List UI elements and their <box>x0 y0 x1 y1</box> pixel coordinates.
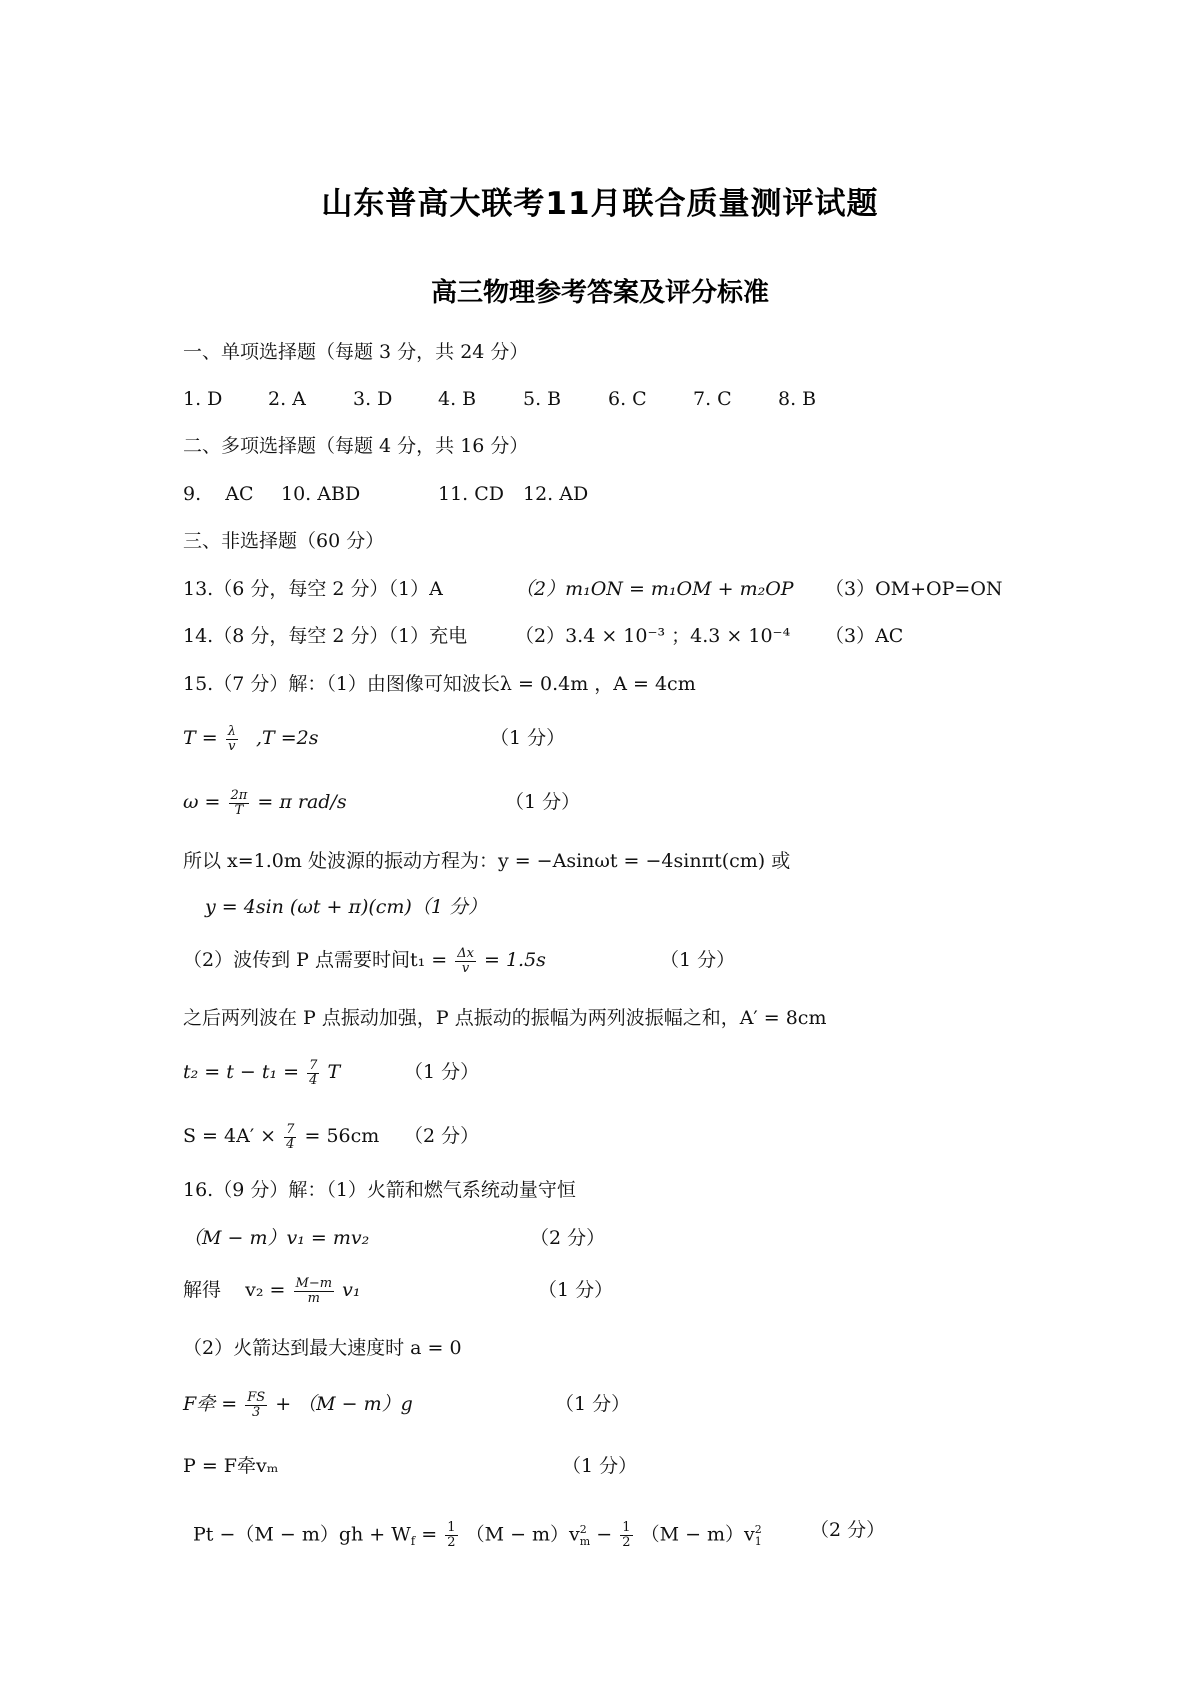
score: （1 分） <box>538 1279 614 1301</box>
traction-value: + （M − m）g <box>275 1393 413 1415</box>
answer-12: 12. AD <box>523 483 589 505</box>
fraction-denominator: 3 <box>252 1404 261 1420</box>
q15-period-formula <box>183 724 319 754</box>
subscript: f <box>410 1534 416 1549</box>
fraction-numerator: 2π <box>230 787 248 803</box>
fraction <box>445 1521 457 1550</box>
period-lhs: T = <box>183 727 218 749</box>
subscript: m <box>579 1535 591 1549</box>
fraction <box>226 725 238 754</box>
kinetic-term-1: （M − m）v <box>465 1523 580 1546</box>
q15-line4: 所以 x=1.0m 处波源的振动方程为：y = −Asinωt = −4sinπt(cm) 或 <box>183 850 791 872</box>
fraction-numerator: 7 <box>286 1121 295 1137</box>
fraction-denominator: m <box>307 1290 320 1306</box>
answer-5: 5. B <box>523 388 562 410</box>
answer-9: 9. AC <box>183 483 254 505</box>
answer-4: 4. B <box>438 388 477 410</box>
t2-value: T <box>327 1061 341 1083</box>
answer-7: 7. C <box>693 388 732 410</box>
fraction-numerator: 1 <box>622 1519 631 1535</box>
kinetic-term-2: （M − m）v <box>640 1523 755 1546</box>
answer-8: 8. B <box>778 388 817 410</box>
q16-line1: 16.（9 分）解：（1）火箭和燃气系统动量守恒 <box>183 1179 576 1201</box>
fraction-denominator: T <box>234 802 244 818</box>
equals: = <box>421 1523 438 1546</box>
period-value: ,T =2s <box>255 727 319 749</box>
q15-line5: y = 4sin (ωt + π)(cm)（1 分） <box>205 896 487 918</box>
score: （1 分） <box>490 727 566 749</box>
omega-value: = π rad/s <box>257 791 347 813</box>
energy-lhs: Pt −（M − m）gh + W <box>193 1523 411 1546</box>
fraction <box>229 789 250 818</box>
minus: − <box>596 1523 613 1546</box>
answer-1: 1. D <box>183 388 223 410</box>
q13-part3: （3）OM+OP=ON <box>825 578 1003 600</box>
q14-part1: 14.（8 分，每空 2 分）（1）充电 <box>183 625 468 647</box>
score: （1 分） <box>555 1393 631 1415</box>
q16-power-formula: P = F牵vₘ <box>183 1455 279 1477</box>
q15-line7: 之后两列波在 P 点振动加强，P 点振动的振幅为两列波振幅之和，A′ = 8cm <box>183 1007 827 1029</box>
time-value: = 1.5s <box>484 949 546 971</box>
q16-traction-formula <box>183 1390 413 1420</box>
score: （2 分） <box>530 1227 606 1249</box>
q16-v2-formula <box>183 1276 360 1306</box>
fraction-denominator: 4 <box>286 1136 295 1152</box>
fraction-denominator: v <box>228 738 236 754</box>
fraction-numerator: 1 <box>447 1519 456 1535</box>
section-heading-3: 三、非选择题（60 分） <box>183 530 385 552</box>
q14-part2: （2）3.4 × 10⁻³ ；4.3 × 10⁻⁴ <box>515 625 791 647</box>
answer-10: 10. ABD <box>281 483 361 505</box>
q15-distance-formula <box>183 1122 379 1152</box>
q14-part3: （3）AC <box>825 625 904 647</box>
t2-lhs: t₂ = t − t₁ = <box>183 1061 300 1083</box>
q16-line4: （2）火箭达到最大速度时 a = 0 <box>183 1337 462 1359</box>
fraction-denominator: 4 <box>309 1072 318 1088</box>
distance-value: = 56cm <box>304 1125 380 1147</box>
score: （2 分） <box>404 1125 480 1147</box>
v2-value: v₁ <box>342 1279 361 1301</box>
fraction <box>284 1123 296 1152</box>
document-title: 山东普高大联考11月联合质量测评试题 <box>321 186 879 222</box>
answer-11: 11. CD <box>438 483 505 505</box>
answer-6: 6. C <box>608 388 647 410</box>
answer-3: 3. D <box>353 388 393 410</box>
fraction-numerator: M−m <box>295 1275 333 1291</box>
fraction <box>294 1277 335 1306</box>
q16-momentum-formula: （M − m）v₁ = mv₂ <box>183 1227 370 1249</box>
fraction <box>307 1059 319 1088</box>
fraction <box>620 1521 632 1550</box>
answer-2: 2. A <box>268 388 306 410</box>
q13-part2: （2）m₁ON = m₁OM + m₂OP <box>515 578 794 600</box>
q16-energy-formula: $Pt -(M - m)gh + W_f$ = $\frac{1}{2}$ $(M - m)v^2_m$ − $\frac{1}{2}$ $(M - m)v^2_1$ <box>193 1519 762 1550</box>
fraction-denominator: 2 <box>622 1534 631 1550</box>
section-heading-2: 二、多项选择题（每题 4 分，共 16 分） <box>183 435 529 457</box>
score: （2 分） <box>810 1519 886 1541</box>
subscript: 1 <box>754 1535 762 1549</box>
score: （1 分） <box>505 791 581 813</box>
fraction-denominator: v <box>461 960 470 976</box>
q15-t2-formula <box>183 1058 340 1088</box>
fraction <box>455 947 476 976</box>
distance-lhs: S = 4A′ × <box>183 1125 277 1147</box>
section-heading-1: 一、单项选择题（每题 3 分，共 24 分） <box>183 341 529 363</box>
time-lhs: （2）波传到 P 点需要时间t₁ = <box>183 949 448 971</box>
score: （1 分） <box>404 1061 480 1083</box>
fraction <box>245 1391 267 1420</box>
fraction-numerator: 7 <box>309 1057 318 1073</box>
q15-time-formula <box>183 946 546 976</box>
q15-omega-formula <box>183 788 347 818</box>
document-subtitle: 高三物理参考答案及评分标准 <box>430 278 769 308</box>
traction-lhs: F牵 = <box>183 1393 238 1415</box>
score: （1 分） <box>562 1455 638 1477</box>
fraction-numerator: FS <box>247 1389 266 1405</box>
v2-lhs: 解得 v₂ = <box>183 1279 286 1301</box>
score: （1 分） <box>660 949 736 971</box>
q13-part1: 13.（6 分，每空 2 分）（1）A <box>183 578 443 600</box>
fraction-denominator: 2 <box>447 1534 456 1550</box>
fraction-numerator: λ <box>227 723 236 739</box>
omega-lhs: ω = <box>183 791 221 813</box>
fraction-numerator: Δx <box>457 945 474 961</box>
q15-line1: 15.（7 分）解：（1）由图像可知波长λ = 0.4m ，A = 4cm <box>183 673 696 695</box>
